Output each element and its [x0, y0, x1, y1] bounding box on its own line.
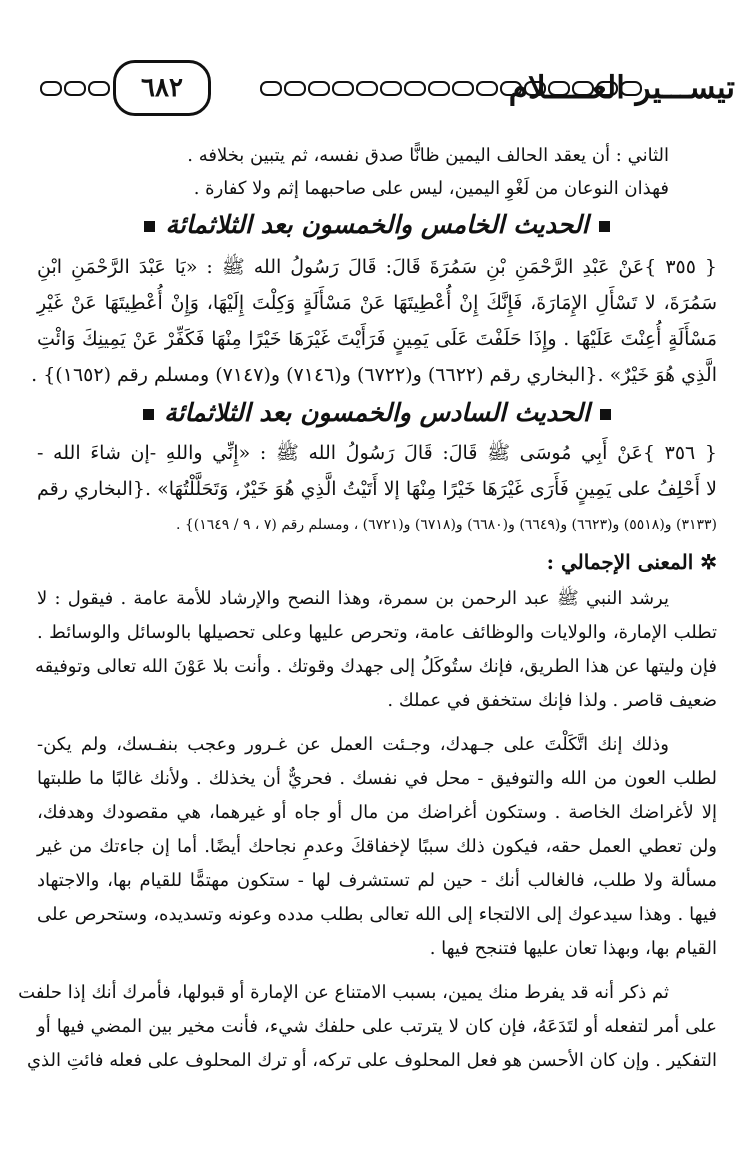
section-heading: الحديث السادس والخمسون بعد الثلاثمائة [37, 393, 717, 433]
paragraph-line: تطلب الإمارة، والولايات والوظائف عامة، وتحرص عليها وعلى تحصيلها بالوسائل والوسائط . [37, 622, 717, 643]
paragraph-line: التفكير . وإن كان الأحسن هو فعل المحلوف على تركه، أو ترك المحلوف على فعله فائتِ الذي [26, 1050, 717, 1071]
intro-line: الثاني : أن يعقد الحالف اليمين ظانًّا صدق نفسه، ثم يتبين بخلافه . [187, 145, 669, 166]
hadith-reference: (٣١٣٣) و(٥٥١٨) و(٦٦٢٣) و(٦٦٤٩) و(٦٦٨٠) و(٦٧١٨) و(٦٧٢١) ، ومسلم رقم (٧ ، ٩ / ١٦٤٩)} . [175, 517, 717, 533]
summary-heading: ✲ المعنى الإجمالي : [546, 550, 717, 574]
hadith-line: سَمُرَةَ، لا تَسْأَلِ الإِمَارَةَ، فَإِنَّكَ إِنْ أُعْطِيتَهَا عَنْ مَسْأَلَةٍ وَكِلْتَ إِلَيْهَا، وَإِنْ أُعْطِيتَهَا عَنْ غَيْرِ [37, 292, 717, 314]
hadith-line: مَسْأَلَةٍ أُعِنْتَ عَلَيْهَا . وإِذَا حَلَفْتَ عَلَى يَمِينٍ فَرَأَيْتَ غَيْرَهَا خَيْرًا مِنْهَا فَكَفِّرْ عَنْ يَمِينِكَ وَائْتِ [37, 328, 718, 350]
ornament-small-icon [40, 76, 102, 100]
paragraph-line: على أمر لتفعله أو لتَدَعَهُ، فإن كان لا يترتب على حلفك شيء، فأنت مخير بين المضي فيها أو [37, 1016, 717, 1037]
square-bullet-icon [144, 221, 155, 232]
square-bullet-icon [599, 221, 610, 232]
intro-line: فهذان النوعان من لَغْوِ اليمين، ليس على صاحبهما إثم ولا كفارة . [193, 178, 669, 199]
section-heading: الحديث الخامس والخمسون بعد الثلاثمائة [37, 205, 717, 245]
paragraph-line: فيها . وهذا سيدعوك إلى الالتجاء إلى الله تعالى بطلب مدده وعونه وتسديده، وستحرص على [37, 904, 717, 925]
paragraph-line: ولن تعطي العمل حقه، فيكون ذلك سببًا لإخفاقكَ وعدمِ نجاحك أيضًا. أما إن جاءتك من غير [37, 836, 717, 857]
paragraph-line: يرشد النبي ﷺ عبد الرحمن بن سمرة، وهذا النصح والإرشاد للأمة عامة . فيقول : لا [37, 588, 669, 609]
page-header [20, 58, 735, 122]
square-bullet-icon [143, 409, 154, 420]
ornament-divider-icon [260, 76, 580, 100]
asterisk-icon: ✲ [693, 550, 717, 574]
paragraph-line: مسألة ولا طلب، فالغالب أنك - حين لم تستشرف لها - ستكون مهتمًّا للقيام بها، والاجتهاد [37, 870, 717, 891]
hadith-line: الَّذِي هُوَ خَيْرٌ» .{البخاري رقم (٦٦٢٢) و(٦٧٢٢) و(٧١٤٦) و(٧١٤٧) ومسلم رقم (١٦٥٢)} . [31, 364, 717, 386]
book-title: تيســـير العـــــلام [508, 70, 735, 106]
paragraph-line: ثم ذكر أنه قد يفرط منك يمين، بسبب الامتناع عن الإمارة أو قبولها، فأمرك أنك إذا حلفت [18, 982, 669, 1003]
paragraph-line: القيام بها، وبهذا تعان عليها فتنجح فيها . [429, 938, 717, 959]
square-bullet-icon [600, 409, 611, 420]
hadith-line: لا أَحْلِفُ على يَمِينٍ فَأَرَى غَيْرَهَا خَيْرًا مِنْهَا إلا أَتَيْتُ الَّذِي هُوَ خَيْرٌ، وَتَحَلَّلْتُهَا» .{البخاري رقم [37, 478, 717, 500]
hadith-line: { ٣٥٦ }عَنْ أَبِي مُوسَى ﷺ قَالَ: قَالَ رَسُولُ الله ﷺ : «إِنِّي واللهِ -إن شاءَ الله - [37, 442, 717, 464]
page-number: ٦٨٢ [113, 60, 211, 116]
paragraph-line: ضعيف قاصر . ولذا فإنك ستخفق في عملك . [387, 690, 717, 711]
paragraph-line: فإن وليتها عن هذا الطريق، فإنك ستُوكَلُ إلى جهدك وقوتك . وأنت بلا عَوْنَ الله تعالى وتوفيقه [35, 656, 717, 677]
hadith-line: { ٣٥٥ }عَنْ عَبْدِ الرَّحْمَنِ بْنِ سَمُرَةَ قَالَ: قَالَ رَسُولُ الله ﷺ : «يَا عَبْدَ الرَّحْمَنِ ابْنِ [37, 256, 718, 278]
paragraph-line: لطلب العون من الله والتوفيق - محل في نفسك . فحريٌّ أن يخذلك . ولأنك غالبًا ما طلبتها [37, 768, 717, 789]
paragraph-line: وذلك إنك اتَّكَلْتَ على جـهدك، وجـئت العمل عن غـرور وعجب بنفـسك، ولم يكن- [37, 734, 669, 755]
paragraph-line: إلا لأغراضك الخاصة . وستكون أغراضك من مال أو جاه أو غيرهما، هي مقصودك وهدفك، [37, 802, 717, 823]
